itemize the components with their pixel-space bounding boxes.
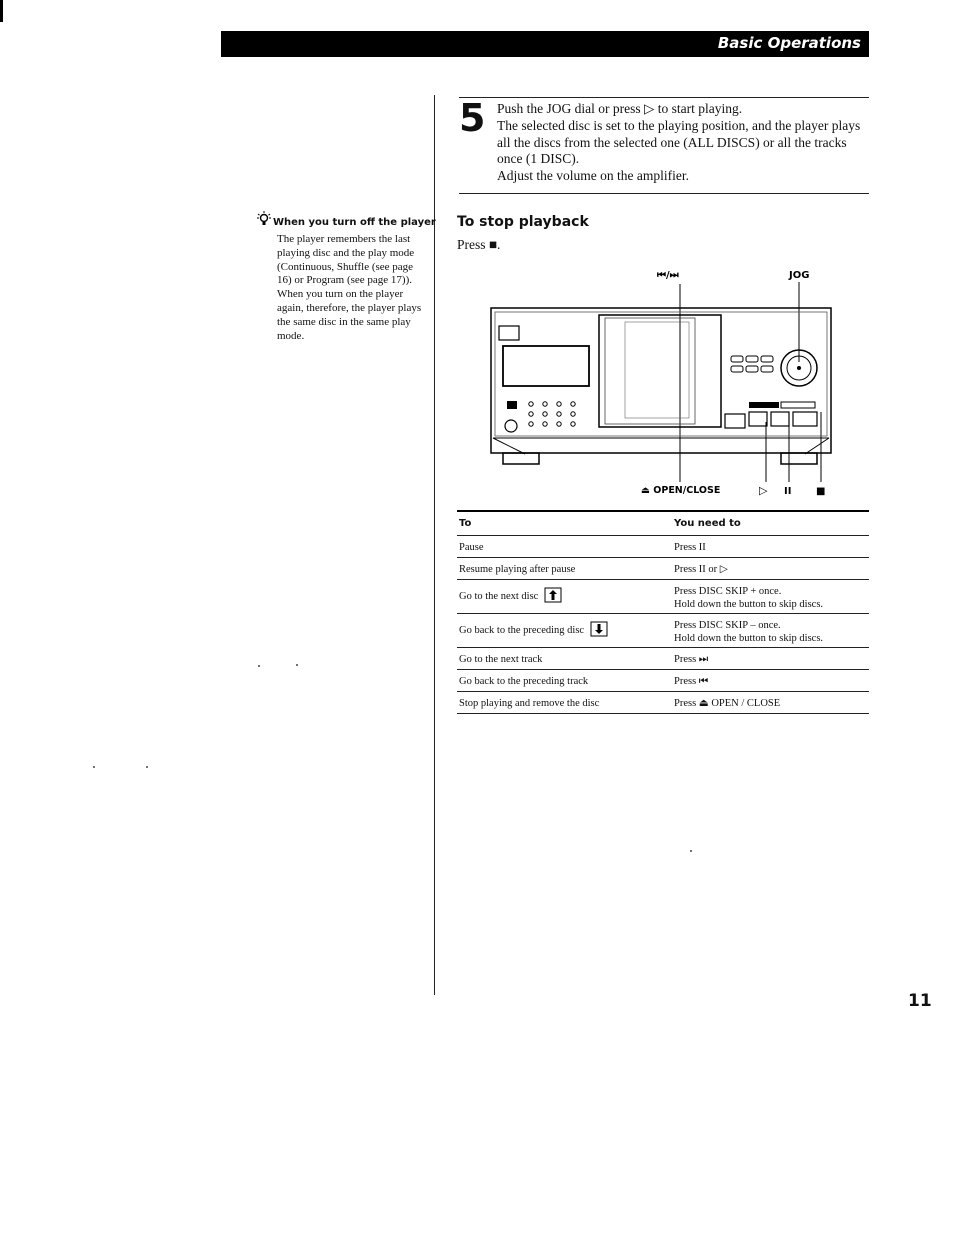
lightbulb-icon — [257, 211, 273, 233]
step-line-1: Push the JOG dial or press ▷ to start playing. — [497, 101, 743, 116]
scan-speck — [93, 766, 95, 768]
power-button — [499, 326, 519, 340]
page-number: 11 — [908, 991, 932, 1011]
scan-speck — [296, 664, 298, 666]
table-header-row — [457, 512, 869, 536]
scan-speck — [258, 665, 260, 667]
row-need: Press II — [674, 542, 706, 553]
tip-block — [257, 211, 436, 343]
table-row — [457, 648, 869, 670]
step-text — [497, 101, 867, 185]
number-buttons — [529, 402, 575, 426]
tip-title-text: When you turn off the player — [273, 217, 436, 228]
label-jog: JOG — [789, 270, 810, 281]
table-row — [457, 536, 869, 558]
row-need: Press ⏮ — [674, 676, 709, 687]
disc-door — [599, 315, 721, 427]
scan-speck — [690, 850, 692, 852]
section-header-bar — [221, 31, 869, 57]
table-row — [457, 614, 869, 648]
step-line-2: The selected disc is set to the playing position, and the player plays all the discs from the selected one (ALL DISCS) or all the tracks once (1 DISC). — [497, 117, 861, 167]
stop-key — [793, 412, 817, 426]
play-key — [749, 412, 767, 426]
scan-speck — [146, 766, 148, 768]
row-to: Go back to the preceding track — [459, 676, 589, 687]
player-body — [491, 308, 831, 453]
step-line-3: Adjust the volume on the amplifier. — [497, 168, 689, 184]
label-skip: ⏮/⏭ — [657, 270, 679, 281]
pause-key — [771, 412, 789, 426]
row-need: Press II or ▷ — [674, 564, 728, 575]
table-header-to: To — [459, 518, 472, 529]
row-to: Stop playing and remove the disc — [459, 698, 600, 709]
tip-title — [257, 211, 436, 233]
step-rule-top — [459, 97, 869, 98]
disc-skip-down-icon — [590, 621, 608, 637]
table-row — [457, 670, 869, 692]
disc-skip-button — [725, 414, 745, 428]
foot-right — [781, 453, 817, 464]
label-open-close: ⏏ OPEN/CLOSE — [641, 485, 721, 496]
table-row — [457, 580, 869, 614]
operations-table — [457, 510, 869, 714]
page-edge-mark — [0, 0, 3, 22]
mode-buttons — [731, 356, 773, 372]
section-header-title: Basic Operations — [717, 34, 861, 52]
row-need: Press DISC SKIP – once. Hold down the button to skip discs. — [674, 620, 824, 644]
table-row — [457, 558, 869, 580]
tip-body: The player remembers the last playing disc and the play mode (Continuous, Shuffle (see page 16) or Program (see page 17)). When you turn on the player again, therefore, the player plays the same disc in the same play mode. — [277, 233, 422, 342]
row-to: Pause — [459, 542, 484, 553]
cd-player-diagram — [485, 262, 845, 502]
row-to: Go back to the preceding disc — [459, 621, 608, 638]
step-number: 5 — [459, 96, 486, 140]
row-need: Press ⏭ — [674, 654, 709, 665]
transport-strip — [749, 402, 779, 408]
row-need: Press DISC SKIP + once. Hold down the button to skip discs. — [674, 586, 824, 610]
row-to: Resume playing after pause — [459, 564, 576, 575]
display-window — [503, 346, 589, 386]
foot-left — [503, 453, 539, 464]
row-to: Go to the next disc — [459, 587, 562, 604]
table-row — [457, 692, 869, 714]
section-title: To stop playback — [457, 214, 589, 230]
disc-skip-up-icon — [544, 587, 562, 603]
label-stop: ■ — [816, 486, 826, 497]
label-play: ▷ — [759, 484, 768, 497]
eject-knob — [505, 420, 517, 432]
step-rule-bottom — [459, 193, 869, 194]
press-stop-instruction: Press ■. — [457, 237, 501, 252]
label-pause: II — [784, 486, 792, 497]
sensor-icon — [507, 401, 517, 409]
column-divider — [434, 95, 435, 995]
row-to: Go to the next track — [459, 654, 543, 665]
table-header-need: You need to — [674, 518, 741, 529]
row-need: Press ⏏ OPEN / CLOSE — [674, 698, 781, 709]
